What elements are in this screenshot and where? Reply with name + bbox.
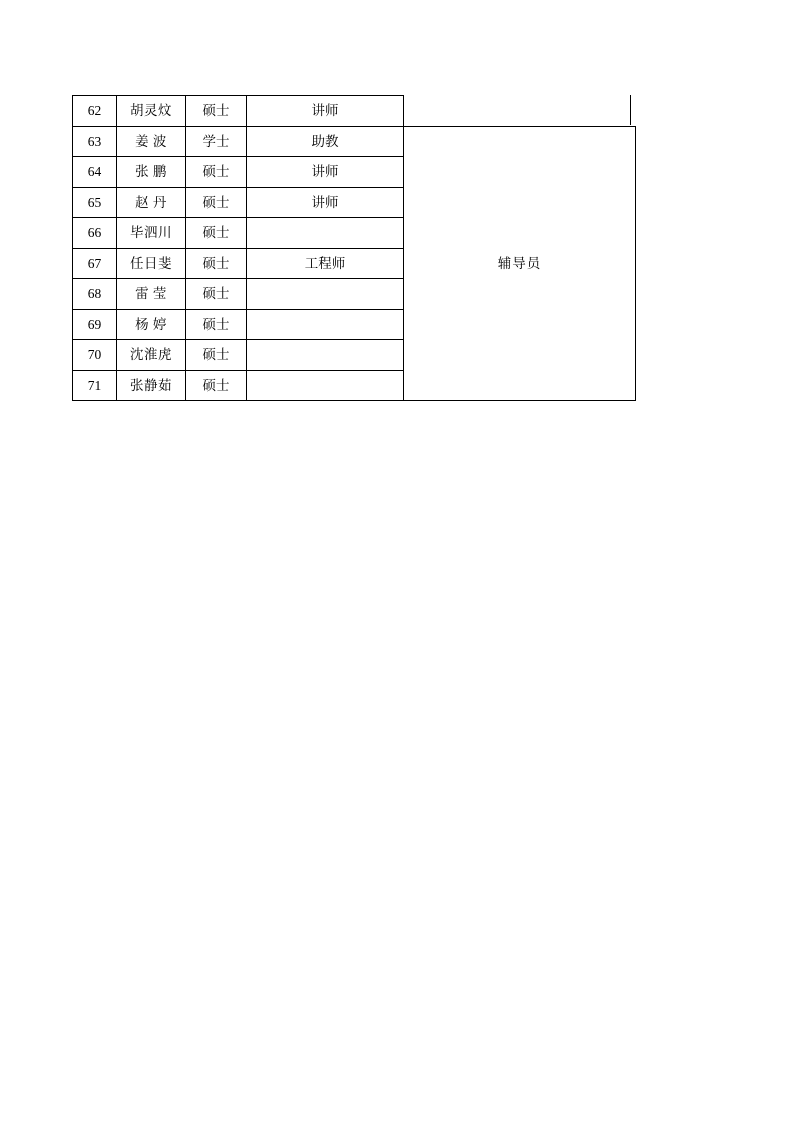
cell-degree: 硕士 (186, 96, 247, 127)
table-body (73, 96, 636, 401)
cell-degree: 硕士 (186, 187, 247, 218)
cell-degree: 硕士 (186, 157, 247, 188)
cell-name: 胡灵炆 (117, 96, 186, 127)
cell-degree: 硕士 (186, 248, 247, 279)
cell-name: 张 鹏 (117, 157, 186, 188)
table-row (73, 126, 636, 157)
cell-no: 68 (73, 279, 117, 310)
cell-name: 赵 丹 (117, 187, 186, 218)
cell-name: 沈淮虎 (117, 340, 186, 371)
cell-no: 71 (73, 370, 117, 401)
cell-no: 66 (73, 218, 117, 249)
cell-degree: 硕士 (186, 309, 247, 340)
cell-name: 张静茹 (117, 370, 186, 401)
cell-no: 70 (73, 340, 117, 371)
personnel-table (72, 95, 636, 401)
cell-name: 雷 莹 (117, 279, 186, 310)
cell-degree: 硕士 (186, 218, 247, 249)
cell-role-spacer (404, 96, 636, 127)
cell-title: 讲师 (247, 187, 404, 218)
cell-name: 任日斐 (117, 248, 186, 279)
cell-title (247, 218, 404, 249)
cell-no: 69 (73, 309, 117, 340)
cell-no: 62 (73, 96, 117, 127)
cell-degree: 硕士 (186, 370, 247, 401)
cell-degree: 硕士 (186, 279, 247, 310)
cell-no: 65 (73, 187, 117, 218)
cell-title: 讲师 (247, 157, 404, 188)
cell-no: 64 (73, 157, 117, 188)
cell-title (247, 279, 404, 310)
table-row (73, 96, 636, 127)
cell-no: 67 (73, 248, 117, 279)
cell-name: 杨 婷 (117, 309, 186, 340)
cell-title: 助教 (247, 126, 404, 157)
cell-name: 毕泗川 (117, 218, 186, 249)
cell-title (247, 309, 404, 340)
cell-name: 姜 波 (117, 126, 186, 157)
cell-title (247, 370, 404, 401)
cell-degree: 硕士 (186, 340, 247, 371)
cell-degree: 学士 (186, 126, 247, 157)
cell-title (247, 340, 404, 371)
cell-title: 工程师 (247, 248, 404, 279)
cell-role-merged: 辅导员 (404, 126, 636, 401)
cell-title: 讲师 (247, 96, 404, 127)
cell-no: 63 (73, 126, 117, 157)
